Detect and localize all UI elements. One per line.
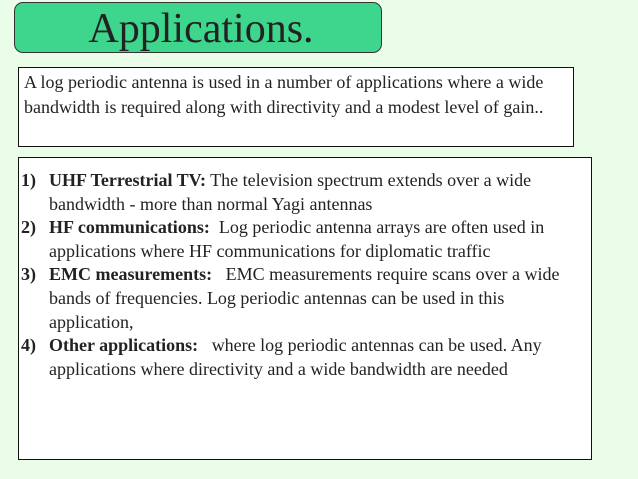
title-banner [14, 2, 382, 53]
application-item-hf-communications [19, 216, 587, 263]
intro-text-box [18, 67, 574, 147]
item-description: where log periodic antennas can be used. Any applications where directivity and a wide bandwidth are needed [49, 335, 547, 379]
application-item-emc-measurements [19, 263, 587, 334]
item-description: The television spectrum extends over a wide bandwidth - more than normal Yagi antennas [49, 170, 536, 214]
item-heading: UHF Terrestrial TV: [49, 170, 206, 190]
item-number: 4) [21, 335, 36, 356]
item-description: Log periodic antenna arrays are often used in applications where HF communications for diplomatic traffic [49, 217, 549, 261]
intro-text: A log periodic antenna is used in a number of applications where a wide bandwidth is required along with directivity and a modest level of gain.. [24, 72, 544, 117]
item-heading: Other applications: [49, 335, 199, 356]
item-description: EMC measurements require scans over a wide bands of frequencies. Log periodic antennas can be used in this application, [49, 264, 565, 332]
item-number: 2) [21, 217, 36, 238]
application-item-other [19, 334, 587, 381]
item-heading: HF communications: [49, 217, 210, 238]
item-number: 3) [21, 264, 36, 285]
item-heading: EMC measurements: [49, 264, 213, 285]
applications-list [18, 157, 592, 460]
slide-title: Applications. [88, 6, 314, 52]
application-item-uhf-tv [19, 169, 587, 216]
item-number: 1) [21, 170, 36, 190]
